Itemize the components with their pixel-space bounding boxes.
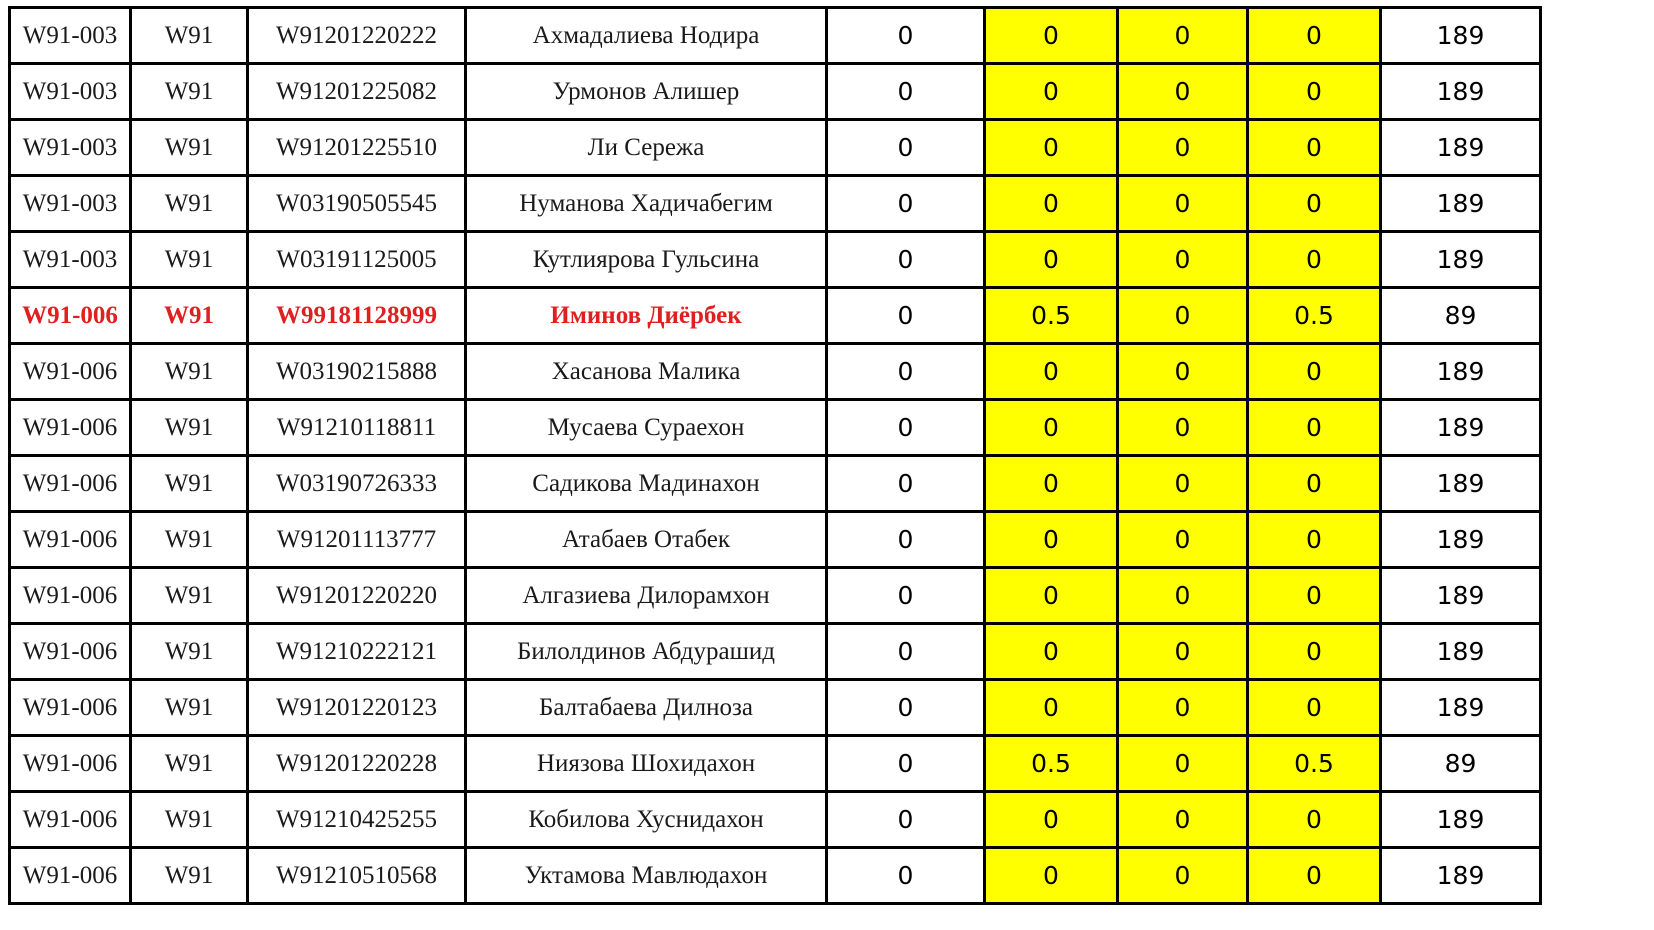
total-cell: 189: [1381, 232, 1541, 288]
score-cell: 0: [827, 568, 985, 624]
student-id-cell: W91210118811: [248, 400, 466, 456]
score-cell-highlighted: 0: [1248, 792, 1381, 848]
score-cell-highlighted: 0: [1118, 64, 1248, 120]
student-id-cell: W91201113777: [248, 512, 466, 568]
score-cell: 0: [827, 232, 985, 288]
total-cell: 189: [1381, 568, 1541, 624]
student-name-cell: Ли Сережа: [466, 120, 827, 176]
student-id-cell: W91201220220: [248, 568, 466, 624]
group-cell: W91-003: [10, 176, 131, 232]
code-cell: W91: [131, 456, 248, 512]
score-cell: 0: [827, 64, 985, 120]
score-cell-highlighted: 0: [985, 232, 1118, 288]
score-cell-highlighted: 0: [1118, 8, 1248, 64]
score-cell-highlighted: 0: [1248, 624, 1381, 680]
student-id-cell: W03191125005: [248, 232, 466, 288]
student-name-cell: Билолдинов Абдурашид: [466, 624, 827, 680]
group-cell: W91-003: [10, 232, 131, 288]
table-row: [10, 64, 1541, 120]
student-id-cell: W99181128999: [248, 288, 466, 344]
score-cell-highlighted: 0: [1248, 680, 1381, 736]
score-cell-highlighted: 0: [985, 8, 1118, 64]
score-cell-highlighted: 0: [1118, 456, 1248, 512]
table-row: [10, 568, 1541, 624]
student-id-cell: W91201220228: [248, 736, 466, 792]
code-cell: W91: [131, 624, 248, 680]
score-cell-highlighted: 0: [1118, 848, 1248, 904]
score-cell: 0: [827, 680, 985, 736]
score-cell-highlighted: 0: [1118, 232, 1248, 288]
total-cell: 189: [1381, 848, 1541, 904]
score-cell-highlighted: 0.5: [985, 736, 1118, 792]
student-id-cell: W91210425255: [248, 792, 466, 848]
student-id-cell: W91210222121: [248, 624, 466, 680]
score-cell: 0: [827, 456, 985, 512]
group-cell: W91-003: [10, 8, 131, 64]
score-cell-highlighted: 0: [985, 512, 1118, 568]
student-id-cell: W91201225510: [248, 120, 466, 176]
code-cell: W91: [131, 176, 248, 232]
total-cell: 189: [1381, 64, 1541, 120]
student-id-cell: W03190505545: [248, 176, 466, 232]
student-name-cell: Балтабаева Дилноза: [466, 680, 827, 736]
code-cell: W91: [131, 680, 248, 736]
score-cell-highlighted: 0: [985, 120, 1118, 176]
score-cell-highlighted: 0: [1118, 120, 1248, 176]
score-cell-highlighted: 0: [985, 456, 1118, 512]
total-cell: 189: [1381, 512, 1541, 568]
table-row: [10, 792, 1541, 848]
score-cell-highlighted: 0: [985, 344, 1118, 400]
score-cell-highlighted: 0: [1248, 400, 1381, 456]
group-cell: W91-006: [10, 736, 131, 792]
student-id-cell: W03190215888: [248, 344, 466, 400]
code-cell: W91: [131, 344, 248, 400]
total-cell: 189: [1381, 456, 1541, 512]
score-cell-highlighted: 0: [1248, 64, 1381, 120]
student-name-cell: Атабаев Отабек: [466, 512, 827, 568]
total-cell: 189: [1381, 624, 1541, 680]
score-cell-highlighted: 0: [985, 400, 1118, 456]
table-row: [10, 848, 1541, 904]
score-cell: 0: [827, 848, 985, 904]
score-cell-highlighted: 0: [985, 64, 1118, 120]
student-name-cell: Урмонов Алишер: [466, 64, 827, 120]
table-row: [10, 8, 1541, 64]
table-row: [10, 512, 1541, 568]
score-cell: 0: [827, 792, 985, 848]
score-cell-highlighted: 0: [1248, 456, 1381, 512]
score-cell-highlighted: 0: [1118, 512, 1248, 568]
score-cell-highlighted: 0: [1118, 344, 1248, 400]
student-name-cell: Ахмадалиева Нодира: [466, 8, 827, 64]
score-cell-highlighted: 0: [985, 680, 1118, 736]
student-name-cell: Хасанова Малика: [466, 344, 827, 400]
student-id-cell: W91201220123: [248, 680, 466, 736]
student-id-cell: W91201220222: [248, 8, 466, 64]
table-row: [10, 456, 1541, 512]
score-cell-highlighted: 0: [985, 624, 1118, 680]
code-cell: W91: [131, 568, 248, 624]
score-cell: 0: [827, 120, 985, 176]
score-cell-highlighted: 0.5: [1248, 736, 1381, 792]
student-id-cell: W03190726333: [248, 456, 466, 512]
student-name-cell: Мусаева Сураехон: [466, 400, 827, 456]
score-cell-highlighted: 0: [1248, 8, 1381, 64]
group-cell: W91-006: [10, 288, 131, 344]
score-cell-highlighted: 0: [1118, 792, 1248, 848]
score-cell-highlighted: 0.5: [1248, 288, 1381, 344]
score-cell-highlighted: 0: [1248, 512, 1381, 568]
score-cell-highlighted: 0: [985, 176, 1118, 232]
score-cell-highlighted: 0: [985, 568, 1118, 624]
code-cell: W91: [131, 848, 248, 904]
score-cell-highlighted: 0: [1248, 120, 1381, 176]
group-cell: W91-006: [10, 680, 131, 736]
score-cell: 0: [827, 400, 985, 456]
code-cell: W91: [131, 232, 248, 288]
score-cell-highlighted: 0: [985, 792, 1118, 848]
code-cell: W91: [131, 512, 248, 568]
table-row: [10, 288, 1541, 344]
score-cell: 0: [827, 624, 985, 680]
score-cell-highlighted: 0: [1118, 568, 1248, 624]
student-name-cell: Садикова Мадинахон: [466, 456, 827, 512]
table-row: [10, 736, 1541, 792]
group-cell: W91-006: [10, 624, 131, 680]
total-cell: 189: [1381, 400, 1541, 456]
student-name-cell: Нуманова Хадичабегим: [466, 176, 827, 232]
score-cell: 0: [827, 736, 985, 792]
group-cell: W91-006: [10, 456, 131, 512]
group-cell: W91-006: [10, 344, 131, 400]
score-cell-highlighted: 0: [1118, 624, 1248, 680]
score-cell-highlighted: 0: [1248, 232, 1381, 288]
student-name-cell: Уктамова Мавлюдахон: [466, 848, 827, 904]
total-cell: 89: [1381, 288, 1541, 344]
group-cell: W91-006: [10, 568, 131, 624]
student-id-cell: W91210510568: [248, 848, 466, 904]
score-cell-highlighted: 0: [1118, 176, 1248, 232]
total-cell: 189: [1381, 792, 1541, 848]
student-id-cell: W91201225082: [248, 64, 466, 120]
student-name-cell: Кобилова Хуснидахон: [466, 792, 827, 848]
table-row: [10, 624, 1541, 680]
score-cell-highlighted: 0: [1248, 344, 1381, 400]
table-row: [10, 400, 1541, 456]
student-name-cell: Ниязова Шохидахон: [466, 736, 827, 792]
code-cell: W91: [131, 736, 248, 792]
code-cell: W91: [131, 400, 248, 456]
code-cell: W91: [131, 792, 248, 848]
table-row: [10, 120, 1541, 176]
group-cell: W91-003: [10, 120, 131, 176]
student-score-table: [8, 6, 1542, 905]
group-cell: W91-006: [10, 512, 131, 568]
group-cell: W91-003: [10, 64, 131, 120]
group-cell: W91-006: [10, 400, 131, 456]
group-cell: W91-006: [10, 792, 131, 848]
score-cell-highlighted: 0: [1118, 680, 1248, 736]
table-row: [10, 680, 1541, 736]
score-cell-highlighted: 0: [1248, 568, 1381, 624]
score-cell: 0: [827, 176, 985, 232]
total-cell: 189: [1381, 680, 1541, 736]
score-cell-highlighted: 0: [1118, 288, 1248, 344]
student-name-cell: Алгазиева Дилорамхон: [466, 568, 827, 624]
score-cell: 0: [827, 288, 985, 344]
student-name-cell: Иминов Диёрбек: [466, 288, 827, 344]
total-cell: 189: [1381, 120, 1541, 176]
score-cell: 0: [827, 344, 985, 400]
total-cell: 189: [1381, 176, 1541, 232]
score-cell-highlighted: 0: [1248, 176, 1381, 232]
score-cell: 0: [827, 8, 985, 64]
score-cell-highlighted: 0: [1118, 400, 1248, 456]
total-cell: 89: [1381, 736, 1541, 792]
score-cell-highlighted: 0.5: [985, 288, 1118, 344]
table-body: [10, 8, 1541, 904]
student-name-cell: Кутлиярова Гульсина: [466, 232, 827, 288]
group-cell: W91-006: [10, 848, 131, 904]
code-cell: W91: [131, 64, 248, 120]
score-cell-highlighted: 0: [1248, 848, 1381, 904]
score-cell-highlighted: 0: [1118, 736, 1248, 792]
table-row: [10, 344, 1541, 400]
total-cell: 189: [1381, 344, 1541, 400]
code-cell: W91: [131, 120, 248, 176]
total-cell: 189: [1381, 8, 1541, 64]
score-cell-highlighted: 0: [985, 848, 1118, 904]
score-cell: 0: [827, 512, 985, 568]
table-row: [10, 232, 1541, 288]
code-cell: W91: [131, 288, 248, 344]
table-row: [10, 176, 1541, 232]
code-cell: W91: [131, 8, 248, 64]
